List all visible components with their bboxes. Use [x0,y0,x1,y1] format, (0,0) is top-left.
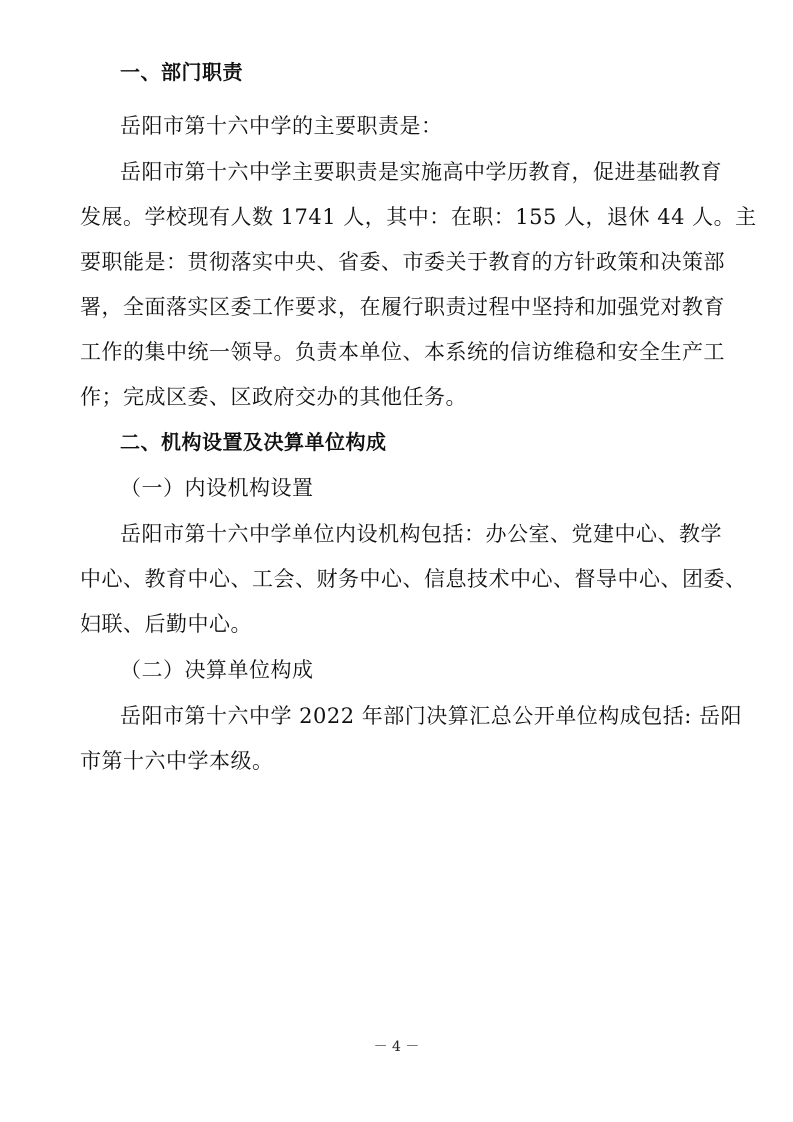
duties-paragraph-line: 要职能是：贯彻落实中央、省委、市委关于教育的方针政策和决策部 [80,250,725,274]
duties-paragraph-line: 岳阳市第十六中学主要职责是实施高中学历教育，促进基础教育 [120,160,722,184]
internal-structure-line: 中心、教育中心、工会、财务中心、信息技术中心、督导中心、团委、 [80,567,747,591]
duties-paragraph-line: 工作的集中统一领导。负责本单位、本系统的信访维稳和安全生产工 [80,340,725,364]
subheading-internal-structure: （一）内设机构设置 [120,476,314,500]
accounting-units-line: 岳阳市第十六中学 2022 年部门决算汇总公开单位构成包括: 岳阳 [120,704,743,728]
duties-intro: 岳阳市第十六中学的主要职责是： [120,114,443,138]
internal-structure-line: 妇联、后勤中心。 [80,612,252,636]
page-number: － 4 － [373,1039,420,1055]
duties-paragraph-line: 发展。学校现有人数 1741 人，其中：在职：155 人，退休 44 人。主 [80,205,757,229]
section-heading-structure: 二、机构设置及决算单位构成 [120,430,387,454]
accounting-units-line: 市第十六中学本级。 [80,749,274,773]
section-heading-duties: 一、部门职责 [120,60,243,84]
subheading-accounting-units: （二）决算单位构成 [120,658,314,682]
internal-structure-line: 岳阳市第十六中学单位内设机构包括：办公室、党建中心、教学 [120,522,722,546]
duties-paragraph-line: 作；完成区委、区政府交办的其他任务。 [80,385,467,409]
duties-paragraph-line: 署，全面落实区委工作要求，在履行职责过程中坚持和加强党对教育 [80,295,725,319]
